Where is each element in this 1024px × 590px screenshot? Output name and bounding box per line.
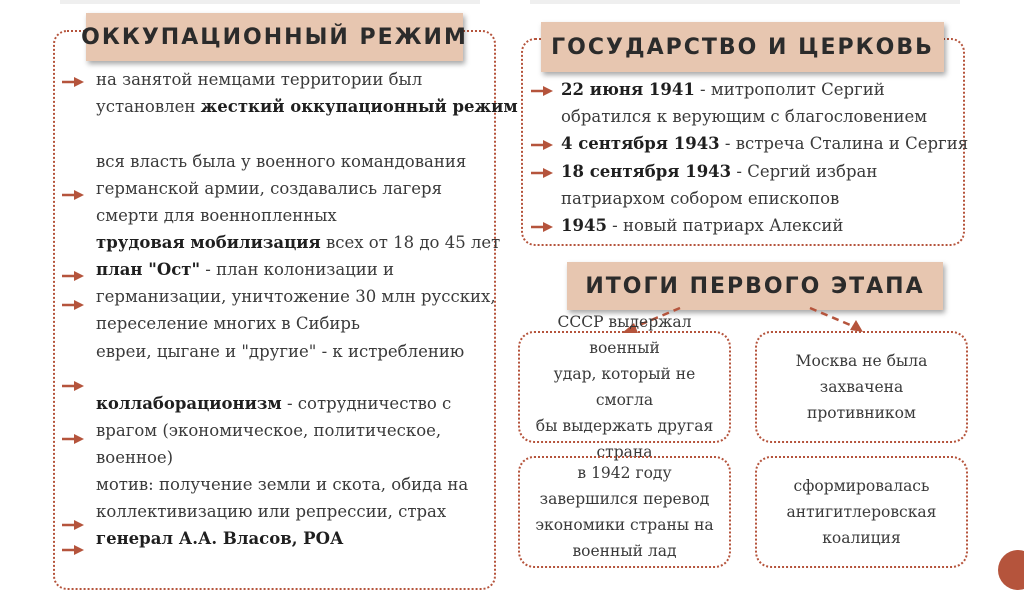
text-fragment: коллективизацию или репрессии, страх	[96, 502, 447, 521]
arrow-right-icon	[62, 190, 84, 200]
text-line	[96, 421, 441, 441]
result-text: в 1942 году завершился перевод экономики страны на военный лад	[535, 464, 714, 560]
text-fragment: установлен	[96, 97, 201, 116]
arrow-right-icon	[531, 140, 553, 150]
arrow-right-icon	[62, 434, 84, 444]
text-line	[561, 107, 927, 127]
text-fragment: - митрополит Сергий	[694, 80, 885, 99]
arrow-right-icon	[531, 86, 553, 96]
result-text: СССР выдержал военный удар, который не смогла бы выдержать другая страна	[535, 313, 714, 461]
result-box	[518, 456, 731, 568]
text-line	[96, 502, 446, 522]
text-fragment: смерти для военнопленных	[96, 206, 337, 225]
arrow-right-icon	[62, 77, 84, 87]
bold-term: коллаборационизм	[96, 394, 282, 413]
arrow-right-icon	[531, 222, 553, 232]
text-fragment: - сотрудничество с	[281, 394, 452, 413]
text-fragment: врагом (экономическое, политическое,	[96, 421, 442, 440]
text-fragment: мотив: получение земли и скота, обида на	[96, 475, 469, 494]
text-fragment: евреи, цыгане и "другие" - к истреблению	[96, 342, 465, 361]
text-fragment: вся власть была у военного командования	[96, 152, 467, 171]
result-box	[518, 313, 731, 461]
church-title: ГОСУДАРСТВО И ЦЕРКОВЬ	[541, 22, 944, 72]
bold-term: 1945	[561, 216, 607, 235]
bold-term: трудовая мобилизация	[96, 233, 321, 252]
text-line	[96, 314, 360, 334]
arrow-right-icon	[531, 168, 553, 178]
bold-term: генерал А.А. Власов, РОА	[96, 529, 344, 548]
text-line	[96, 448, 173, 468]
top-divider	[60, 0, 480, 4]
text-fragment: военное)	[96, 448, 174, 467]
results-title: ИТОГИ ПЕРВОГО ЭТАПА	[567, 262, 943, 310]
text-line	[561, 216, 843, 236]
result-box	[755, 331, 968, 443]
text-line	[96, 70, 422, 90]
text-fragment: - план колонизации и	[200, 260, 395, 279]
bold-term: жесткий оккупационный режим	[200, 97, 518, 116]
result-text: сформировалась антигитлеровская коалиция	[786, 477, 937, 547]
bold-term: 4 сентября 1943	[561, 134, 720, 153]
arrow-right-icon	[62, 520, 84, 530]
text-line	[561, 189, 839, 209]
text-line	[96, 394, 451, 414]
text-line	[96, 260, 394, 280]
top-divider	[530, 0, 960, 4]
text-fragment: - Сергий избран	[731, 162, 878, 181]
text-line	[561, 80, 885, 100]
text-line	[96, 529, 343, 549]
text-line	[96, 233, 500, 253]
bold-term: 18 сентября 1943	[561, 162, 732, 181]
arrow-right-icon	[62, 381, 84, 391]
text-line	[96, 206, 337, 226]
text-line	[561, 162, 877, 182]
text-fragment: патриархом собором епископов	[561, 189, 840, 208]
text-line	[96, 342, 464, 362]
arrow-right-icon	[62, 271, 84, 281]
text-line	[96, 475, 468, 495]
text-fragment: переселение многих в Сибирь	[96, 314, 360, 333]
text-fragment: германской армии, создавались лагеря	[96, 179, 443, 198]
text-fragment: на занятой немцами территории был	[96, 70, 423, 89]
text-line	[96, 152, 466, 172]
text-fragment: - новый патриарх Алексий	[606, 216, 844, 235]
text-fragment: обратился к верующим с благословением	[561, 107, 928, 126]
occupation-title: ОККУПАЦИОННЫЙ РЕЖИМ	[86, 13, 463, 61]
arrow-right-icon	[62, 545, 84, 555]
result-text: Москва не была захвачена противником	[795, 352, 928, 422]
text-line	[561, 134, 968, 154]
arrow-right-icon	[62, 300, 84, 310]
text-line	[96, 287, 496, 307]
text-fragment: всех от 18 до 45 лет	[320, 233, 501, 252]
text-fragment: германизации, уничтожение 30 млн русских,	[96, 287, 496, 306]
bold-term: план "Ост"	[96, 260, 201, 279]
result-box	[755, 456, 968, 568]
text-fragment: - встреча Сталина и Сергия	[719, 134, 969, 153]
bold-term: 22 июня 1941	[561, 80, 695, 99]
corner-decoration	[998, 550, 1024, 590]
text-line	[96, 97, 518, 117]
text-line	[96, 179, 442, 199]
